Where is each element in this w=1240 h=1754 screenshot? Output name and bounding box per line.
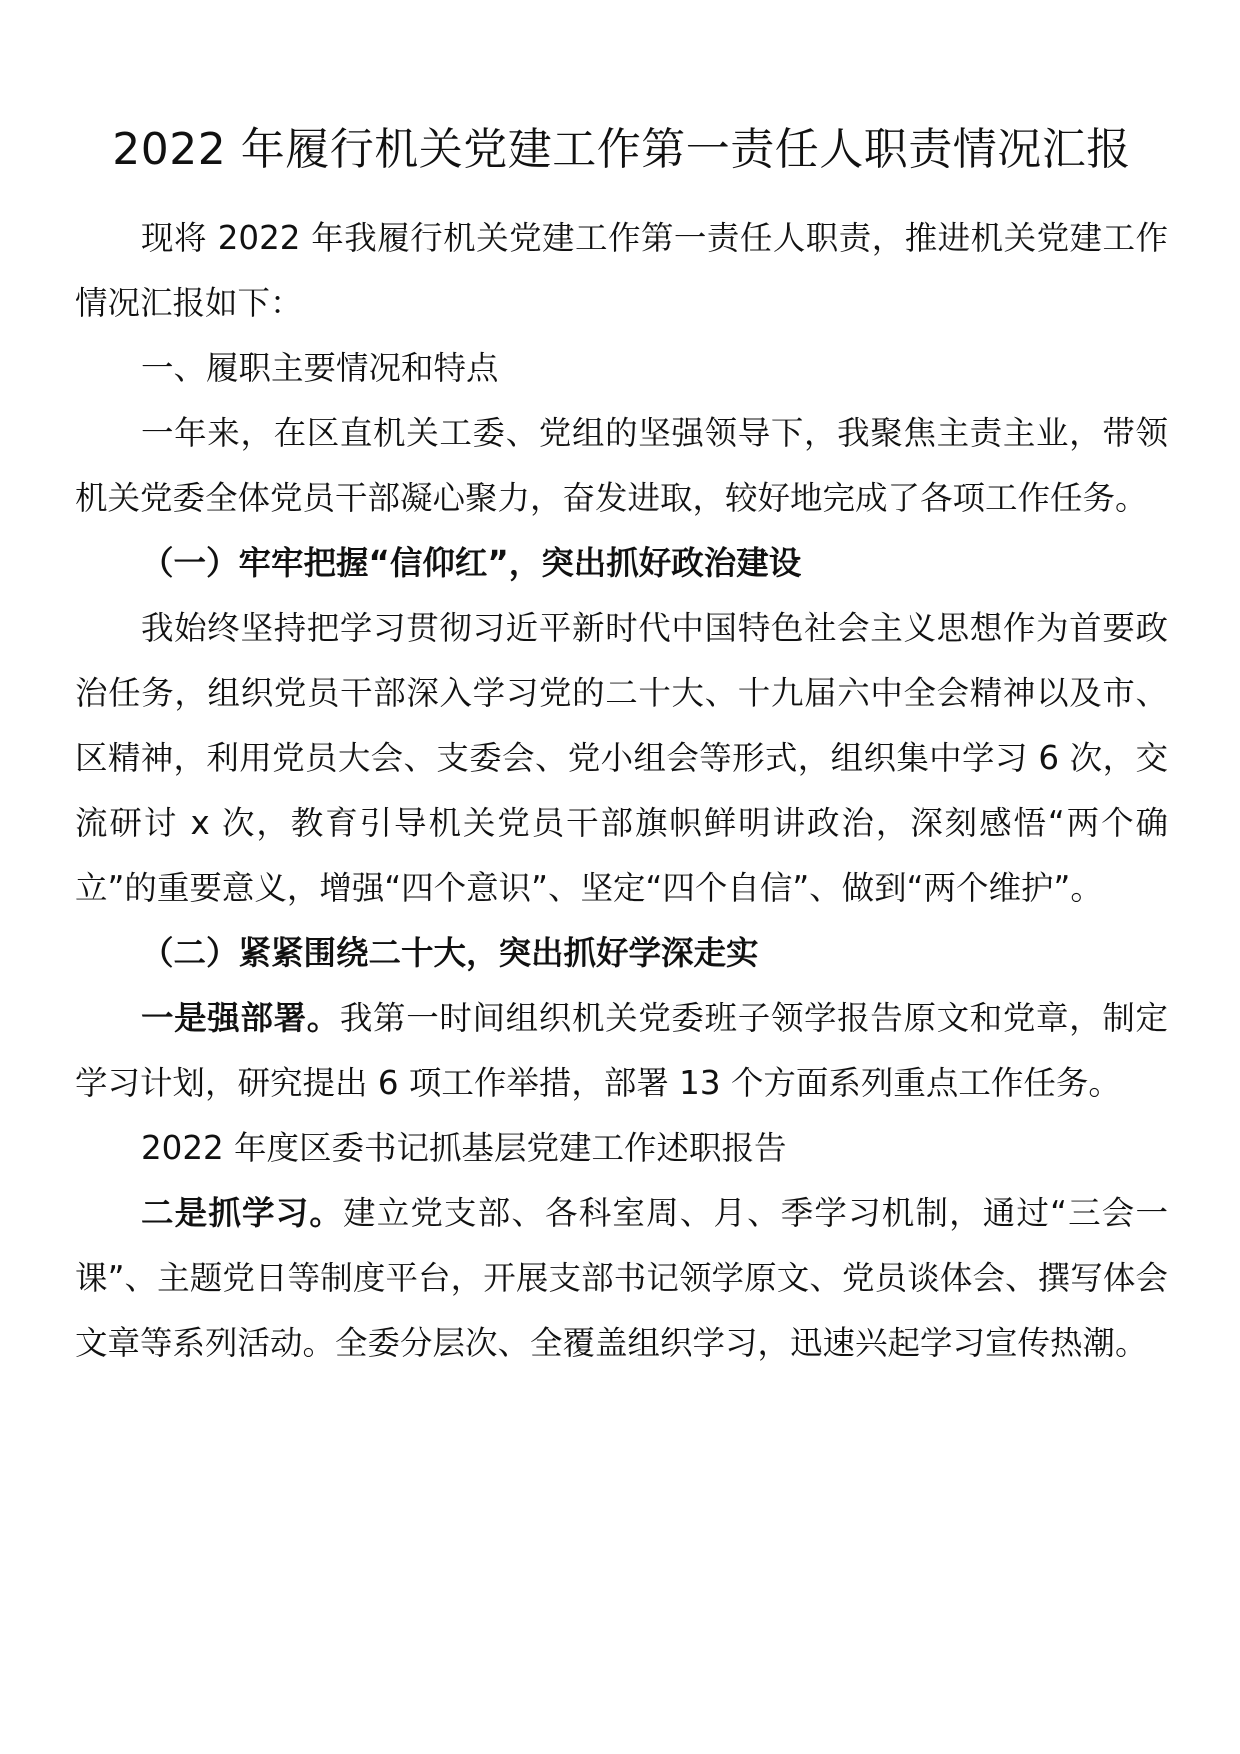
subsection-2-heading: （二）紧紧围绕二十大，突出抓好学深走实 xyxy=(141,934,759,972)
item-1-text: 我第一时间组织机关党委班子领学报告原文和党章，制定学习计划，研究提出 6 项工作举措，部署 13 个方面系列重点工作任务。 xyxy=(75,999,1168,1102)
section-1-paragraph: 一年来，在区直机关工委、党组的坚强领导下，我聚焦主责主业，带领机关党委全体党员干部凝心聚力，奋发进取，较好地完成了各项工作任务。 xyxy=(75,414,1168,517)
intro-paragraph: 现将 2022 年我履行机关党建工作第一责任人职责，推进机关党建工作情况汇报如下： xyxy=(75,219,1168,322)
item-2-paragraph xyxy=(75,1181,1168,1376)
subsection-1-paragraph: 我始终坚持把学习贯彻习近平新时代中国特色社会主义思想作为首要政治任务，组织党员干部深入学习党的二十大、十九届六中全会精神以及市、区精神，利用党员大会、支委会、党小组会等形式，组织集中学习 6 次，交流研讨 x 次，教育引导机关党员干部旗帜鲜明讲政治，深刻感悟“两个确立”的重要意义，增强“四个意识”、坚定“四个自信”、做到“两个维护”。 xyxy=(75,609,1168,907)
item-1-paragraph xyxy=(75,986,1168,1116)
subsection-1-heading: （一）牢牢把握“信仰红”，突出抓好政治建设 xyxy=(141,544,802,582)
related-report-title: 2022 年度区委书记抓基层党建工作述职报告 xyxy=(141,1129,787,1167)
section-1-heading: 一、履职主要情况和特点 xyxy=(141,349,499,387)
item-2-lead: 二是抓学习。 xyxy=(141,1194,344,1232)
item-1-lead: 一是强部署。 xyxy=(141,999,340,1037)
item-2-text: 建立党支部、各科室周、月、季学习机制，通过“三会一课”、主题党日等制度平台，开展支部书记领学原文、党员谈体会、撰写体会文章等系列活动。全委分层次、全覆盖组织学习，迅速兴起学习宣传热潮。 xyxy=(75,1194,1168,1362)
document-title: 2022 年履行机关党建工作第一责任人职责情况汇报 xyxy=(112,124,1131,175)
